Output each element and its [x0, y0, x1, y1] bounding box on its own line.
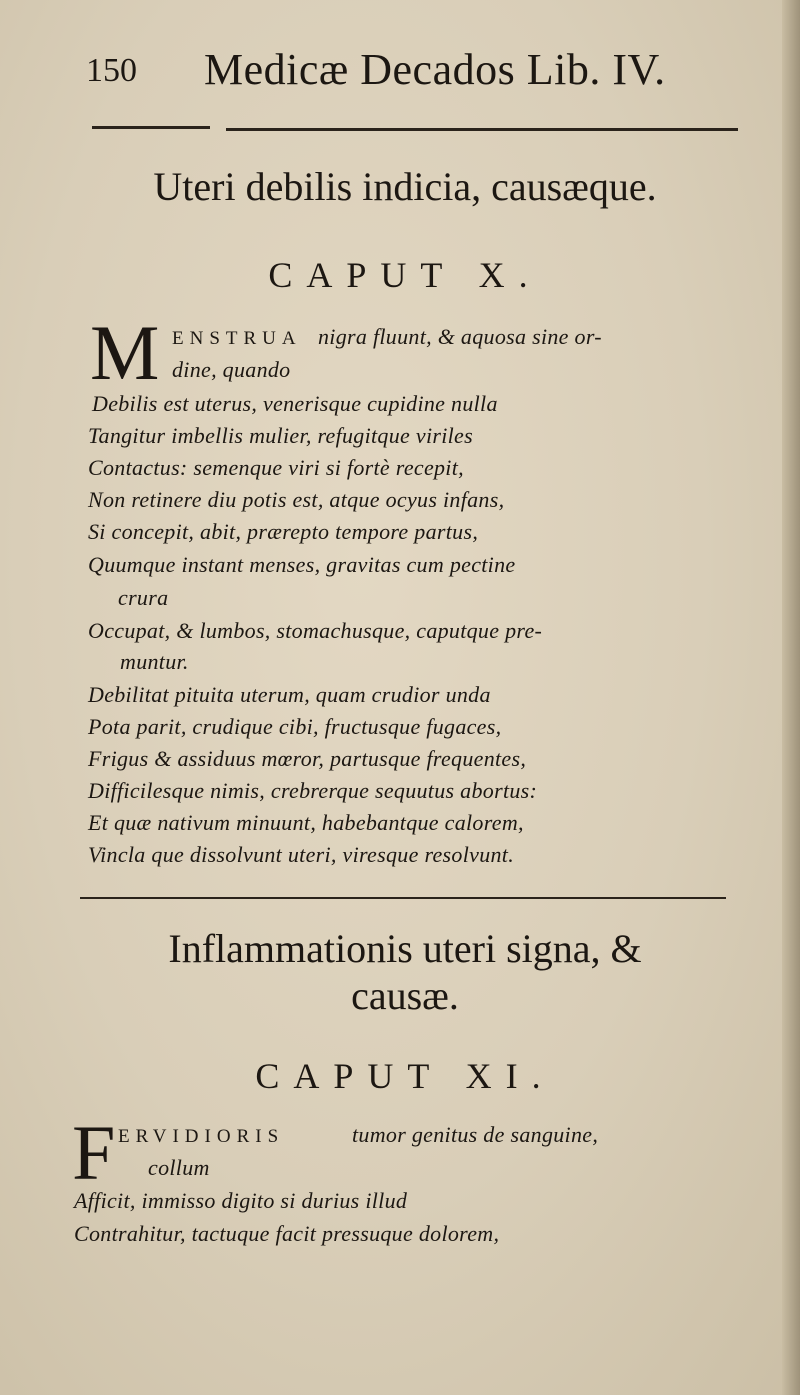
- verse-line: Frigus & assiduus mœror, partusque frequentes,: [88, 746, 527, 771]
- drop-initial: M: [90, 309, 160, 396]
- verse-line: Vincla que dissolvunt uteri, viresque resolvunt.: [88, 842, 515, 867]
- verse-line: Si concepit, abit, prærepto tempore partus,: [88, 519, 479, 544]
- verse-line: Tangitur imbellis mulier, refugitque viriles: [88, 423, 473, 448]
- verse-line: muntur.: [120, 649, 189, 674]
- chapter-number: CAPUT X.: [268, 255, 542, 295]
- verse-line: Occupat, & lumbos, stomachusque, caputque pre-: [88, 618, 543, 643]
- verse-line: Difficilesque nimis, crebrerque sequutus abortus:: [88, 778, 538, 803]
- verse-line: dine, quando: [172, 357, 291, 382]
- verse-line: tumor genitus de sanguine,: [352, 1122, 599, 1147]
- verse-line: Afficit, immisso digito si durius illud: [74, 1188, 408, 1213]
- chapter-title: Inflammationis uteri signa, &: [168, 926, 642, 971]
- verse-line: Et quæ nativum minuunt, habebantque calorem,: [88, 810, 524, 835]
- page-number: 150: [86, 52, 137, 89]
- drop-initial: F: [72, 1109, 116, 1196]
- verse-line: Debilitat pituita uterum, quam crudior unda: [88, 682, 491, 707]
- chapter-title: Uteri debilis indicia, causæque.: [153, 164, 657, 209]
- verse-line: Non retinere diu potis est, atque ocyus infans,: [88, 487, 505, 512]
- running-header: [86, 44, 746, 104]
- verse-line: Contactus: semenque viri si fortè recepit,: [88, 455, 464, 480]
- verse-line: nigra fluunt, & aquosa sine or-: [318, 324, 602, 349]
- lead-word: ERVIDIORIS: [118, 1126, 285, 1147]
- header-rule-left: [92, 126, 210, 129]
- running-title: Medicæ Decados Lib. IV.: [204, 45, 666, 94]
- verse-line: crura: [118, 585, 169, 610]
- chapter-number: CAPUT XI.: [255, 1056, 555, 1096]
- section-divider: [80, 897, 726, 899]
- lead-word: ENSTRUA: [172, 328, 302, 349]
- verse-line: Pota parit, crudique cibi, fructusque fugaces,: [88, 714, 502, 739]
- verse-line: Quumque instant menses, gravitas cum pectine: [88, 552, 516, 577]
- header-rule-right: [226, 128, 738, 131]
- verse-line: Contrahitur, tactuque facit pressuque dolorem,: [74, 1221, 500, 1246]
- verse-line: collum: [148, 1155, 210, 1180]
- page-edge: [782, 0, 800, 1395]
- verse-line: Debilis est uterus, venerisque cupidine nulla: [92, 391, 498, 416]
- chapter-title: causæ.: [351, 973, 459, 1018]
